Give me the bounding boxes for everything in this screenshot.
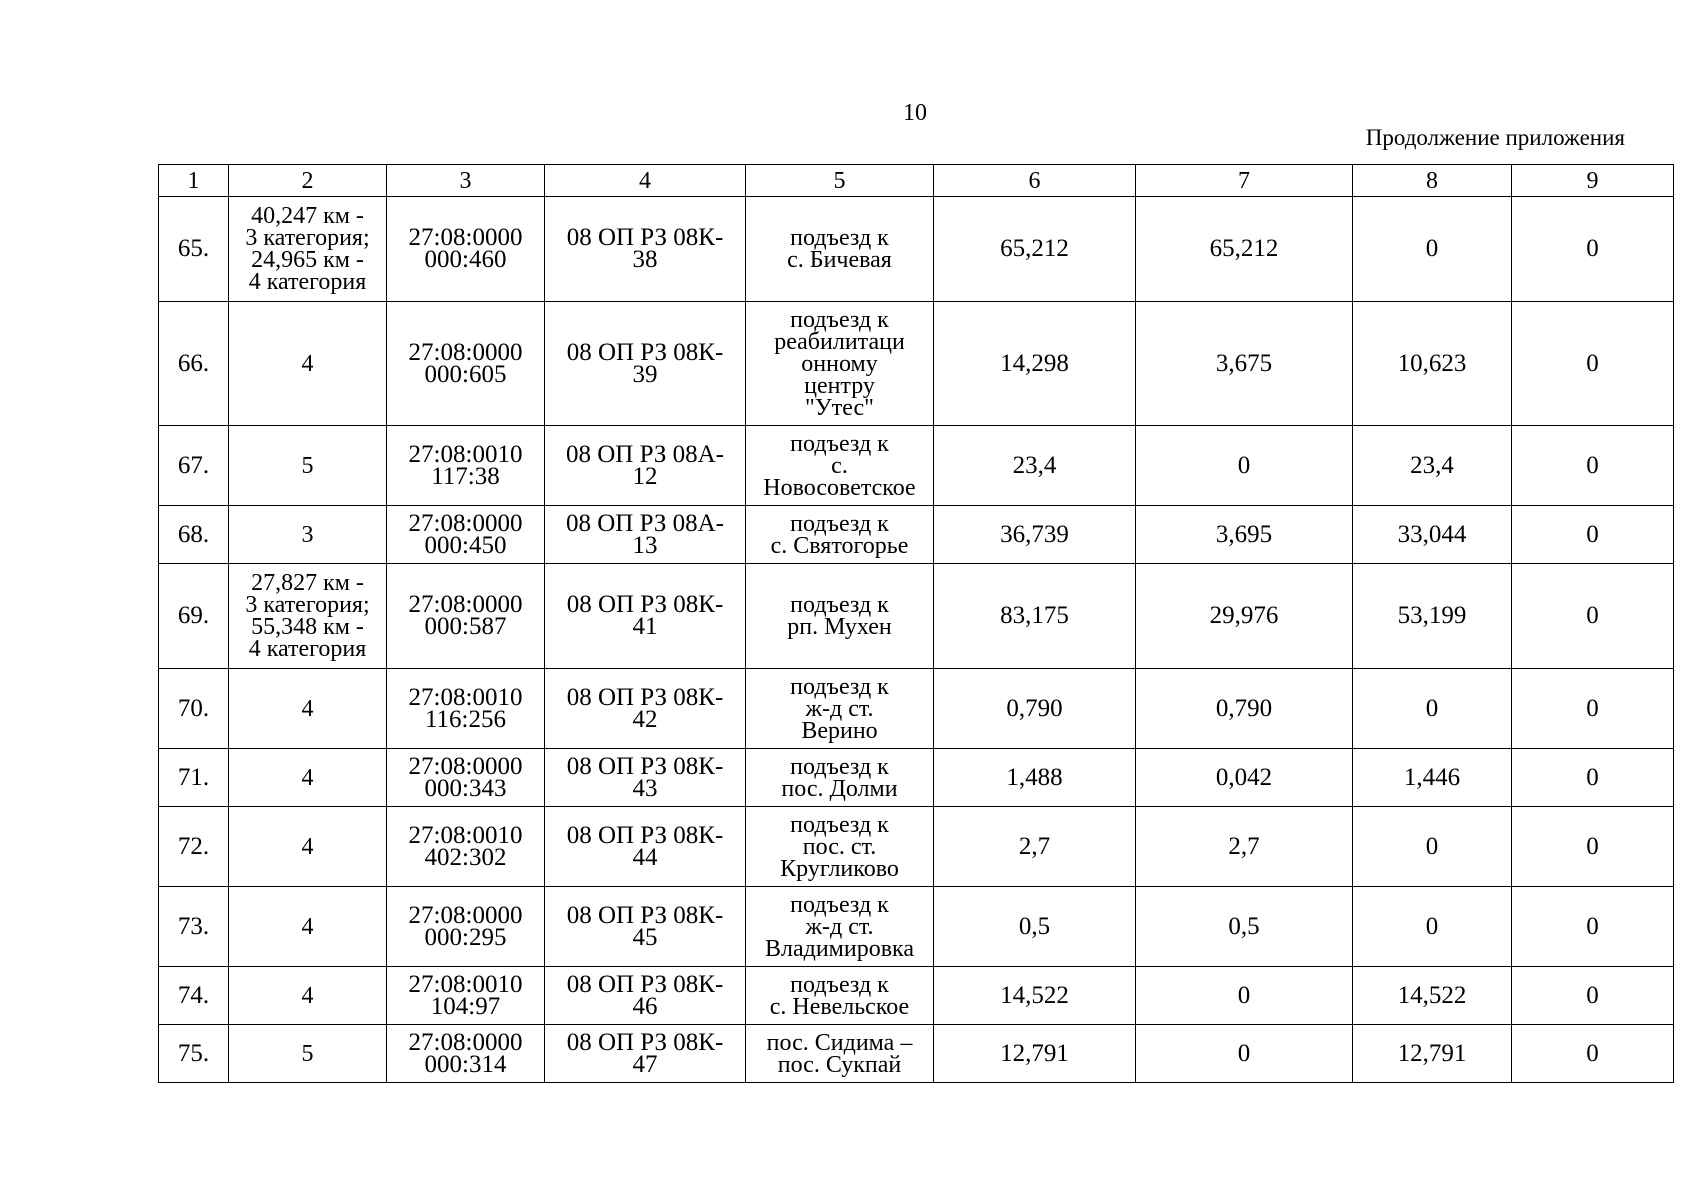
road-id-line: 08 ОП РЗ 08К- (566, 821, 724, 849)
header-row (159, 165, 1674, 197)
road-id (545, 807, 746, 887)
road-name-line: пос. ст. (802, 833, 877, 860)
road-category (229, 669, 387, 749)
road-name (746, 197, 934, 302)
road-id (545, 564, 746, 669)
road-name-line: центру (804, 372, 875, 399)
length-col8: 0 (1353, 669, 1512, 749)
road-name (746, 749, 934, 807)
length-total: 1,488 (934, 749, 1136, 807)
cadastral-number-line: 27:08:0010 (408, 440, 523, 468)
road-name-line: с. Святогорье (770, 532, 909, 559)
cadastral-number-line: 116:256 (424, 705, 507, 733)
road-name-line: с. Невельское (769, 993, 910, 1020)
length-col7: 0,042 (1136, 749, 1353, 807)
table-row (159, 967, 1674, 1025)
length-col8: 0 (1353, 887, 1512, 967)
road-name (746, 1025, 934, 1083)
row-number: 70. (159, 669, 229, 749)
road-category-line: 3 категория; (245, 592, 370, 618)
road-category-line: 4 категория (248, 636, 367, 662)
road-name (746, 967, 934, 1025)
cadastral-number-line: 27:08:0000 (408, 224, 523, 251)
road-name-line: подъезд к (790, 753, 889, 780)
road-id (545, 669, 746, 749)
length-col7: 0 (1136, 426, 1353, 506)
road-name-line: подъезд к (790, 592, 889, 618)
column-header: 5 (746, 165, 934, 197)
cadastral-number-line: 27:08:0000 (408, 338, 523, 366)
table-row (159, 749, 1674, 807)
length-total: 0,790 (934, 669, 1136, 749)
road-id-line: 38 (632, 246, 658, 273)
road-id-line: 08 ОП РЗ 08К- (566, 970, 724, 998)
length-col7: 65,212 (1136, 197, 1353, 302)
road-name (746, 506, 934, 564)
road-id-line: 42 (632, 705, 658, 733)
road-name-line: пос. Долми (781, 775, 898, 802)
continuation-note: Продолжение приложения (1365, 125, 1625, 150)
table-row (159, 1025, 1674, 1083)
row-number: 68. (159, 506, 229, 564)
row-number: 73. (159, 887, 229, 967)
length-col8: 1,446 (1353, 749, 1512, 807)
row-number: 69. (159, 564, 229, 669)
length-total: 14,522 (934, 967, 1136, 1025)
column-header: 6 (934, 165, 1136, 197)
road-name-line: рп. Мухен (787, 614, 892, 640)
length-col9: 0 (1512, 197, 1674, 302)
road-id-line: 13 (632, 531, 658, 559)
cadastral-number-line: 27:08:0010 (408, 821, 523, 849)
road-name-line: с. Бичевая (787, 247, 892, 273)
length-col8: 14,522 (1353, 967, 1512, 1025)
road-id-line: 44 (632, 843, 658, 871)
road-category (229, 426, 387, 506)
road-category-line: 4 (301, 764, 314, 791)
length-col9: 0 (1512, 669, 1674, 749)
length-col9: 0 (1512, 564, 1674, 669)
length-col9: 0 (1512, 426, 1674, 506)
column-header: 3 (387, 165, 545, 197)
length-total: 65,212 (934, 197, 1136, 302)
cadastral-number (387, 807, 545, 887)
road-category-line: 4 (301, 833, 314, 860)
road-category-line: 4 (301, 913, 314, 940)
length-col7: 3,675 (1136, 302, 1353, 426)
length-col8: 0 (1353, 807, 1512, 887)
road-name-line: подъезд к (790, 306, 889, 333)
road-id (545, 302, 746, 426)
cadastral-number (387, 197, 545, 302)
road-name-line: подъезд к (790, 811, 889, 838)
cadastral-number-line: 402:302 (424, 843, 507, 871)
table-row (159, 302, 1674, 426)
road-name-line: подъезд к (790, 891, 889, 918)
road-name-line: пос. Сидима – (766, 1029, 913, 1056)
road-category-line: 3 (301, 521, 314, 548)
row-number: 71. (159, 749, 229, 807)
column-header: 9 (1512, 165, 1674, 197)
road-category-line: 4 (301, 350, 314, 377)
page-number: 10 (903, 100, 927, 126)
cadastral-number-line: 000:314 (424, 1050, 507, 1078)
road-name (746, 887, 934, 967)
road-id-line: 08 ОП РЗ 08К- (566, 901, 724, 929)
length-col7: 0 (1136, 967, 1353, 1025)
road-name (746, 669, 934, 749)
road-id-line: 39 (632, 360, 658, 388)
length-total: 23,4 (934, 426, 1136, 506)
cadastral-number (387, 564, 545, 669)
cadastral-number-line: 000:605 (424, 360, 507, 388)
column-header: 2 (229, 165, 387, 197)
cadastral-number-line: 000:295 (424, 923, 507, 951)
row-number: 66. (159, 302, 229, 426)
road-name-line: реабилитаци (774, 328, 905, 355)
road-id (545, 426, 746, 506)
cadastral-number-line: 117:38 (431, 462, 500, 490)
road-category (229, 807, 387, 887)
table-row (159, 197, 1674, 302)
table-row (159, 506, 1674, 564)
road-name-line: подъезд к (790, 971, 889, 998)
row-number: 67. (159, 426, 229, 506)
length-col9: 0 (1512, 807, 1674, 887)
road-name (746, 564, 934, 669)
road-name-line: подъезд к (790, 673, 889, 700)
cadastral-number-line: 27:08:0000 (408, 752, 523, 780)
road-name-line: Новосоветское (763, 474, 916, 501)
road-category-line: 24,965 км - (251, 247, 364, 273)
road-id-line: 41 (632, 613, 658, 640)
cadastral-number (387, 669, 545, 749)
road-id-line: 08 ОП РЗ 08К- (566, 224, 724, 251)
cadastral-number (387, 749, 545, 807)
table-row (159, 564, 1674, 669)
road-id-line: 45 (632, 923, 658, 951)
road-category-line: 4 категория (248, 269, 367, 295)
cadastral-number (387, 887, 545, 967)
length-col8: 23,4 (1353, 426, 1512, 506)
table-body (159, 165, 1674, 1083)
road-id-line: 12 (632, 462, 658, 490)
table-row (159, 807, 1674, 887)
column-header: 4 (545, 165, 746, 197)
road-category-line: 3 категория; (245, 225, 370, 251)
road-id-line: 08 ОП РЗ 08К- (566, 1028, 724, 1056)
road-name-line: Владимировка (764, 935, 914, 962)
length-col9: 0 (1512, 506, 1674, 564)
cadastral-number-line: 27:08:0000 (408, 591, 523, 618)
table-row (159, 426, 1674, 506)
road-id-line: 08 ОП РЗ 08К- (566, 683, 724, 711)
road-category-line: 40,247 км - (251, 203, 364, 229)
road-id-line: 08 ОП РЗ 08А- (566, 440, 724, 468)
length-total: 0,5 (934, 887, 1136, 967)
road-category-line: 27,827 км - (251, 570, 364, 596)
road-category-line: 4 (301, 695, 314, 722)
length-col9: 0 (1512, 302, 1674, 426)
length-col9: 0 (1512, 749, 1674, 807)
row-number: 65. (159, 197, 229, 302)
length-col8: 33,044 (1353, 506, 1512, 564)
cadastral-number-line: 27:08:0010 (408, 683, 523, 711)
row-number: 75. (159, 1025, 229, 1083)
table-row (159, 887, 1674, 967)
road-name (746, 426, 934, 506)
road-category-line: 5 (301, 1040, 314, 1067)
cadastral-number (387, 1025, 545, 1083)
road-id (545, 197, 746, 302)
roads-table (158, 164, 1674, 1083)
road-id (545, 506, 746, 564)
column-header: 1 (159, 165, 229, 197)
road-category (229, 302, 387, 426)
cadastral-number-line: 104:97 (430, 992, 501, 1020)
road-id (545, 749, 746, 807)
cadastral-number (387, 426, 545, 506)
table-row (159, 669, 1674, 749)
cadastral-number (387, 302, 545, 426)
length-total: 14,298 (934, 302, 1136, 426)
road-name-line: Верино (801, 717, 878, 744)
length-col7: 0,5 (1136, 887, 1353, 967)
road-name-line: "Утес" (805, 394, 874, 421)
length-total: 83,175 (934, 564, 1136, 669)
row-number: 74. (159, 967, 229, 1025)
road-id (545, 887, 746, 967)
road-category-line: 55,348 км - (251, 614, 364, 640)
road-name-line: подъезд к (790, 225, 889, 251)
road-name-line: ж-д ст. (805, 913, 874, 940)
road-category (229, 564, 387, 669)
road-name-line: подъезд к (790, 430, 889, 457)
road-name-line: подъезд к (790, 510, 889, 537)
length-col8: 53,199 (1353, 564, 1512, 669)
length-col8: 0 (1353, 197, 1512, 302)
road-category (229, 967, 387, 1025)
length-col9: 0 (1512, 1025, 1674, 1083)
length-col8: 12,791 (1353, 1025, 1512, 1083)
road-name-line: с. (831, 452, 848, 479)
length-col7: 29,976 (1136, 564, 1353, 669)
length-total: 12,791 (934, 1025, 1136, 1083)
road-id-line: 08 ОП РЗ 08К- (566, 591, 724, 618)
road-id (545, 1025, 746, 1083)
road-category-line: 5 (301, 452, 314, 479)
road-id-line: 08 ОП РЗ 08К- (566, 752, 724, 780)
length-col7: 3,695 (1136, 506, 1353, 564)
cadastral-number-line: 000:587 (424, 613, 507, 640)
road-category (229, 506, 387, 564)
road-category (229, 197, 387, 302)
road-name-line: онному (801, 350, 878, 377)
road-id-line: 08 ОП РЗ 08К- (566, 338, 724, 366)
road-category (229, 887, 387, 967)
road-name-line: ж-д ст. (805, 695, 874, 722)
cadastral-number-line: 27:08:0000 (408, 1028, 523, 1056)
cadastral-number (387, 506, 545, 564)
road-category (229, 1025, 387, 1083)
road-id (545, 967, 746, 1025)
road-name-line: пос. Сукпай (777, 1051, 902, 1078)
length-col8: 10,623 (1353, 302, 1512, 426)
length-total: 36,739 (934, 506, 1136, 564)
road-id-line: 43 (632, 774, 658, 802)
road-id-line: 08 ОП РЗ 08А- (566, 509, 724, 537)
road-category-line: 4 (301, 982, 314, 1009)
length-col7: 0 (1136, 1025, 1353, 1083)
cadastral-number-line: 27:08:0000 (408, 901, 523, 929)
cadastral-number-line: 27:08:0000 (408, 509, 523, 537)
length-col9: 0 (1512, 967, 1674, 1025)
cadastral-number-line: 000:343 (424, 774, 507, 802)
cadastral-number-line: 000:460 (424, 246, 507, 273)
road-id-line: 46 (632, 992, 658, 1020)
cadastral-number (387, 967, 545, 1025)
length-col9: 0 (1512, 887, 1674, 967)
cadastral-number-line: 27:08:0010 (408, 970, 523, 998)
cadastral-number-line: 000:450 (424, 531, 507, 559)
column-header: 8 (1353, 165, 1512, 197)
road-id-line: 47 (632, 1050, 658, 1078)
length-total: 2,7 (934, 807, 1136, 887)
row-number: 72. (159, 807, 229, 887)
length-col7: 0,790 (1136, 669, 1353, 749)
road-category (229, 749, 387, 807)
length-col7: 2,7 (1136, 807, 1353, 887)
road-name (746, 302, 934, 426)
road-name-line: Кругликово (780, 855, 899, 882)
column-header: 7 (1136, 165, 1353, 197)
road-name (746, 807, 934, 887)
